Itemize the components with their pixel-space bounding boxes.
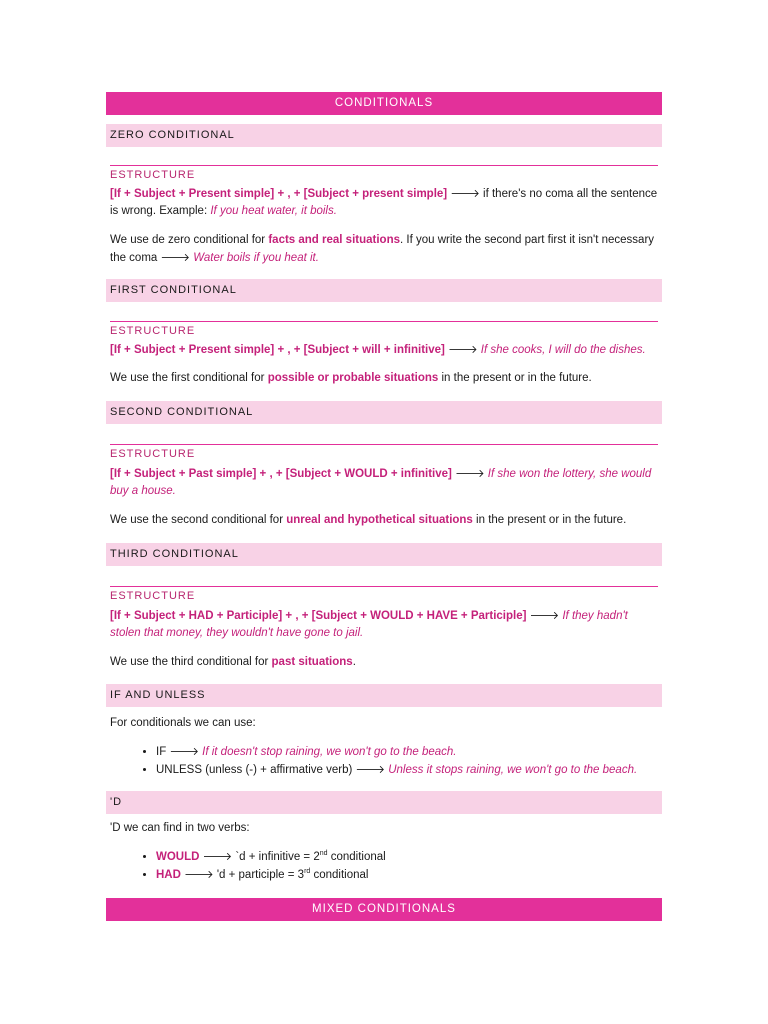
arrow-right-icon: 🡒 (529, 609, 560, 622)
if-unless-list (106, 743, 662, 779)
first-example: If she cooks, I will do the dishes. (480, 344, 646, 356)
second-usage-paragraph (106, 512, 662, 529)
second-structure-block (110, 444, 658, 460)
list-example: If it doesn't stop raining, we won't go to the beach. (202, 746, 457, 758)
arrow-right-icon: 🡒 (160, 251, 191, 264)
d-ordinal: rd (304, 868, 311, 876)
second-formula: [If + Subject + Past simple] + , + [Subject + WOULD + infinitive] (110, 468, 452, 480)
list-item (156, 866, 662, 884)
third-formula: [If + Subject + HAD + Participle] + , + [Subject + WOULD + HAVE + Participle] (110, 610, 527, 622)
d-tail: conditional (330, 851, 386, 863)
first-conditional-heading: FIRST CONDITIONAL (106, 279, 662, 302)
third-usage-paragraph (106, 654, 662, 671)
divider (110, 586, 658, 587)
divider (110, 321, 658, 322)
d-list (106, 848, 662, 884)
first-usage-tail: in the present or in the future. (441, 372, 592, 384)
if-unless-heading: IF AND UNLESS (106, 684, 662, 707)
first-formula: [If + Subject + Present simple] + , + [Subject + will + infinitive] (110, 344, 445, 356)
structure-label: ESTRUCTURE (110, 169, 196, 181)
arrow-right-icon: 🡒 (184, 868, 214, 881)
second-conditional-heading: SECOND CONDITIONAL (106, 401, 662, 424)
divider (110, 165, 658, 166)
document-page (106, 92, 662, 921)
list-term: IF (156, 746, 167, 758)
arrow-right-icon: 🡒 (450, 187, 480, 200)
structure-label: ESTRUCTURE (110, 590, 196, 602)
page-title-banner: CONDITIONALS (106, 92, 662, 115)
second-example: If she won the lottery, she would buy a house. (110, 468, 652, 497)
third-usage-tail: . (352, 656, 356, 668)
structure-label: ESTRUCTURE (110, 325, 196, 337)
list-item (156, 848, 662, 866)
arrow-right-icon: 🡒 (355, 763, 386, 776)
first-structure-block (110, 321, 658, 337)
arrow-right-icon: 🡒 (169, 745, 199, 758)
zero-usage-paragraph (106, 232, 662, 267)
d-heading: 'D (106, 791, 662, 814)
third-formula-paragraph (106, 607, 662, 642)
second-formula-paragraph (106, 465, 662, 500)
arrow-right-icon: 🡒 (448, 343, 478, 356)
third-usage-highlight: past situations (271, 656, 353, 668)
list-term: UNLESS (unless (-) + affirmative verb) (156, 764, 353, 776)
third-example: If they hadn't stolen that money, they wouldn't have gone to jail. (110, 610, 628, 639)
zero-example: If you heat water, it boils. (210, 205, 337, 217)
zero-formula: [If + Subject + Present simple] + , + [Subject + present simple] (110, 188, 448, 200)
zero-usage-tail: . If you write the second part first it isn't necessary the coma (110, 234, 655, 264)
zero-formula-paragraph (106, 185, 662, 220)
arrow-right-icon: 🡒 (455, 467, 485, 480)
arrow-right-icon: 🡒 (202, 850, 233, 863)
first-usage-highlight: possible or probable situations (267, 372, 439, 384)
d-rule: 'd + participle = 3 (216, 869, 305, 881)
structure-label: ESTRUCTURE (110, 448, 196, 460)
d-ordinal: nd (319, 850, 328, 858)
list-item (156, 761, 662, 779)
third-usage-text: We use the third conditional for (110, 656, 269, 668)
zero-example-2: Water boils if you heat it. (193, 252, 319, 264)
zero-structure-block (110, 165, 658, 181)
d-tail: conditional (313, 869, 369, 881)
zero-usage-text: We use de zero conditional for (110, 234, 266, 246)
first-usage-text: We use the first conditional for (110, 372, 265, 384)
list-item (156, 743, 662, 761)
list-example: Unless it stops raining, we won't go to the beach. (388, 764, 638, 776)
second-usage-highlight: unreal and hypothetical situations (286, 514, 473, 526)
first-usage-paragraph (106, 370, 662, 387)
zero-conditional-heading: ZERO CONDITIONAL (106, 124, 662, 147)
first-formula-paragraph (106, 341, 662, 359)
divider (110, 444, 658, 445)
zero-usage-highlight: facts and real situations (268, 234, 400, 246)
d-rule: `d + infinitive = 2 (235, 851, 320, 863)
mixed-conditionals-banner: MIXED CONDITIONALS (106, 898, 662, 921)
d-intro: 'D we can find in two verbs: (110, 822, 250, 834)
second-usage-tail: in the present or in the future. (476, 514, 627, 526)
d-verb: WOULD (156, 851, 200, 863)
if-unless-intro: For conditionals we can use: (110, 717, 256, 729)
third-structure-block (110, 586, 658, 602)
d-verb: HAD (156, 869, 181, 881)
zero-note: if there's no coma all the sentence is wrong. Example: (110, 188, 658, 217)
third-conditional-heading: THIRD CONDITIONAL (106, 543, 662, 566)
second-usage-text: We use the second conditional for (110, 514, 284, 526)
